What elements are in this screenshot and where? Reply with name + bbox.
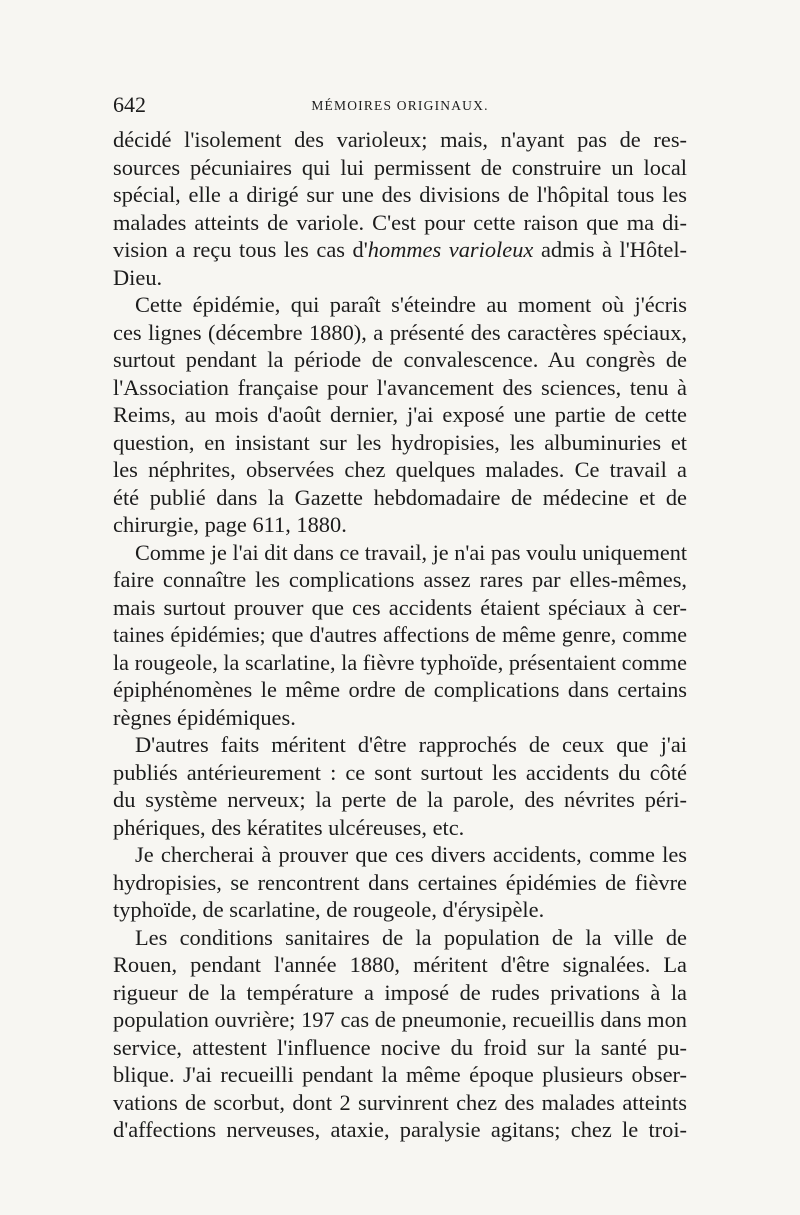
text-line: hydropisies, se rencontrent dans certaines épidémies de fièvre [113, 869, 687, 895]
text-line: question, en insistant sur les hydropisies, les albuminuries et [113, 429, 687, 455]
text-line: Reims, au mois d'août dernier, j'ai exposé une partie de cette [113, 402, 687, 427]
text-line: chirurgie, page 611, 1880. [113, 512, 347, 537]
text-line: Je chercherai à prouver que ces divers accidents, comme les [135, 842, 687, 867]
text-line: vations de scorbut, dont 2 survinrent chez des malades atteints [113, 1089, 687, 1115]
text-line: vision a reçu tous les cas d'hommes varioleux admis à l'Hôtel- [113, 237, 688, 262]
text-line: population ouvrière; 197 cas de pneumonie, recueillis dans mon [113, 1007, 687, 1032]
text-line: typhoïde, de scarlatine, de rougeole, d'érysipèle. [113, 897, 545, 922]
text-line: règnes épidémiques. [113, 704, 296, 730]
text-line: malades atteints de variole. C'est pour cette raison que ma di- [113, 209, 687, 235]
running-title: MÉMOIRES ORIGINAUX. [311, 98, 489, 113]
text-line: décidé l'isolement des varioleux; mais, n'ayant pas de res- [113, 127, 687, 152]
text-line: Rouen, pendant l'année 1880, méritent d'être signalées. La [113, 952, 687, 977]
text-line: rigueur de la température a imposé de rudes privations à la [113, 979, 687, 1005]
text-line: publiés antérieurement : ce sont surtout les accidents du côté [113, 759, 687, 785]
text-line: Dieu. [113, 264, 163, 290]
text-line: faire connaître les complications assez rares par elles-mêmes, [113, 567, 687, 592]
text-line: sources pécuniaires qui lui permissent de construire un local [113, 154, 687, 180]
text-line: taines épidémies; que d'autres affections de même genre, comme [113, 622, 687, 647]
text-line: spécial, elle a dirigé sur une des divisions de l'hôpital tous les [113, 182, 687, 207]
text-line: Comme je l'ai dit dans ce travail, je n'ai pas voulu uniquement [135, 539, 687, 565]
text-line: Cette épidémie, qui paraît s'éteindre au moment où j'écris [135, 292, 687, 317]
text-line: surtout pendant la période de convalescence. Au congrès de [113, 347, 687, 372]
text-line: du système nerveux; la perte de la parole, des névrites péri- [113, 787, 687, 812]
text-line: été publié dans la Gazette hebdomadaire de médecine et de [113, 484, 687, 510]
text-line: l'Association française pour l'avancement des sciences, tenu à [113, 374, 687, 400]
text-line: d'affections nerveuses, ataxie, paralysie agitans; chez le troi- [113, 1117, 687, 1142]
text-line: blique. J'ai recueilli pendant la même époque plusieurs obser- [113, 1062, 687, 1087]
page-header [113, 92, 687, 120]
text-line: D'autres faits méritent d'être rapprochés de ceux que j'ai [135, 732, 687, 757]
text-line: Les conditions sanitaires de la population de la ville de [135, 924, 687, 950]
text-line: phériques, des kératites ulcéreuses, etc. [113, 814, 465, 840]
page-number: 642 [113, 92, 146, 117]
text-line: mais surtout prouver que ces accidents étaient spéciaux à cer- [113, 594, 687, 620]
text-line: la rougeole, la scarlatine, la fièvre typhoïde, présentaient comme [113, 649, 687, 675]
text-line: les néphrites, observées chez quelques malades. Ce travail a [113, 457, 687, 482]
body-text [113, 126, 687, 1144]
text-line: ces lignes (décembre 1880), a présenté des caractères spéciaux, [113, 319, 687, 345]
text-line: service, attestent l'influence nocive du froid sur la santé pu- [113, 1034, 687, 1060]
text-line: épiphénomènes le même ordre de complications dans certains [113, 677, 687, 702]
italic-text: hommes varioleux [367, 237, 534, 262]
